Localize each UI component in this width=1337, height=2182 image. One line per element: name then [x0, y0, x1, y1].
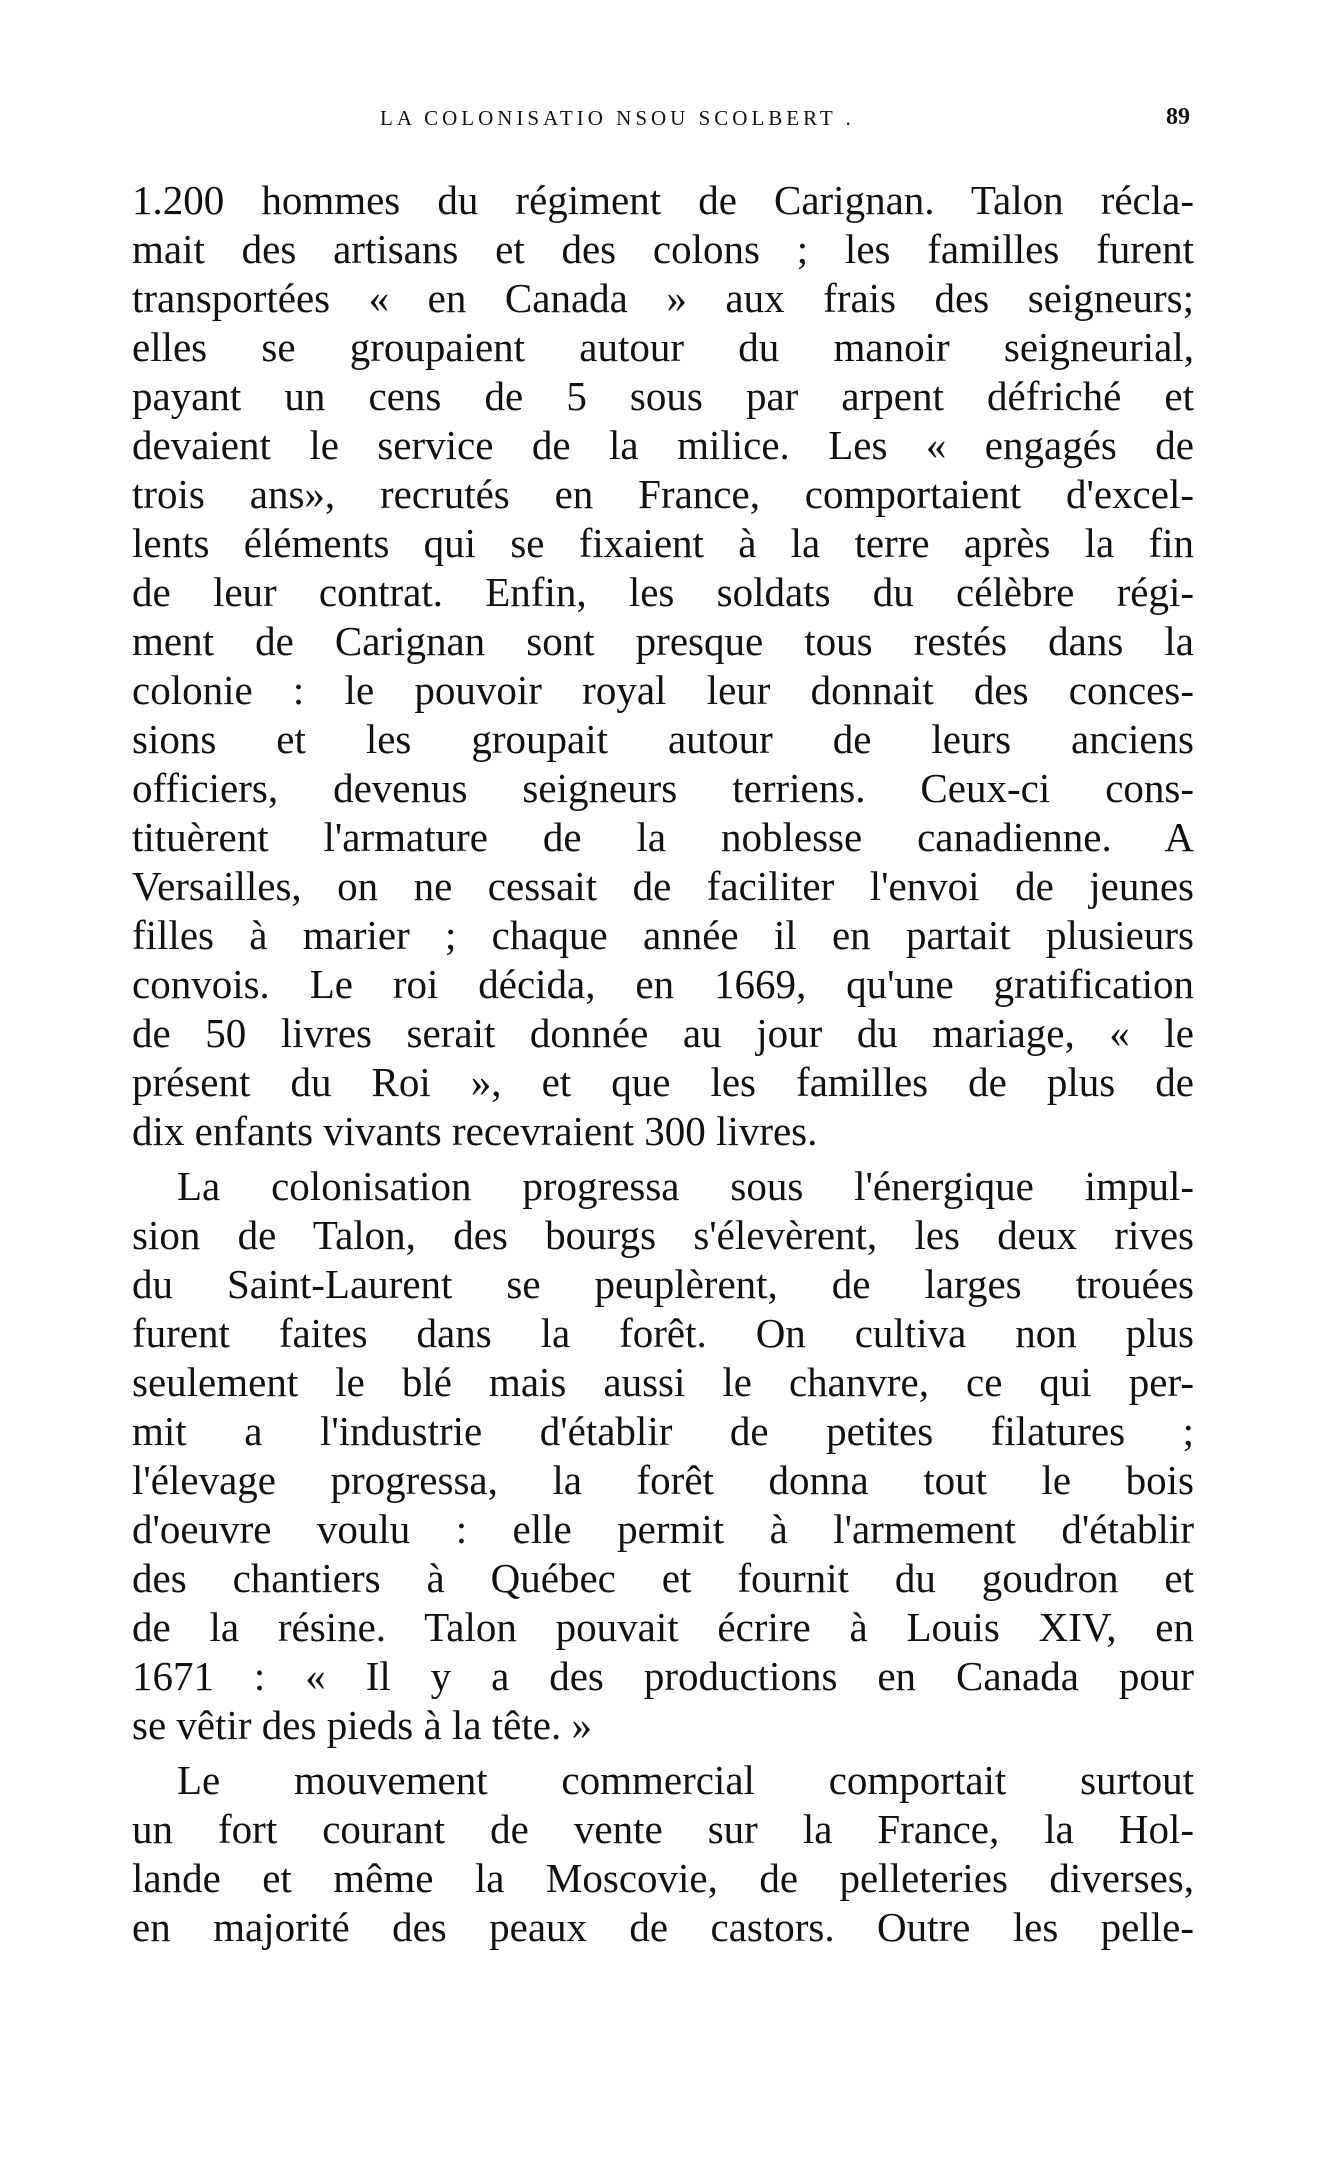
- text-line: furent faites dans la forêt. On cultiva non plus: [132, 1310, 1194, 1356]
- text-line: elles se groupaient autour du manoir seigneurial,: [132, 324, 1194, 370]
- text-line: des chantiers à Québec et fournit du goudron et: [132, 1555, 1194, 1601]
- text-line: Le mouvement commercial comportait surtout: [177, 1757, 1194, 1803]
- text-line: mit a l'industrie d'établir de petites filatures ;: [132, 1408, 1194, 1454]
- paragraph-1: [132, 176, 1194, 1156]
- text-line: lents éléments qui se fixaient à la terre après la fin: [132, 520, 1194, 566]
- text-line: un fort courant de vente sur la France, la Hol-: [132, 1806, 1194, 1852]
- page-number: 89: [1166, 104, 1190, 130]
- text-line: ment de Carignan sont presque tous restés dans la: [132, 618, 1194, 664]
- body-text: [132, 176, 1194, 1952]
- text-line: 1671 : « Il y a des productions en Canada pour: [132, 1653, 1194, 1699]
- text-line: d'oeuvre voulu : elle permit à l'armement d'établir: [132, 1506, 1194, 1552]
- text-line: tituèrent l'armature de la noblesse canadienne. A: [132, 814, 1194, 860]
- text-line: La colonisation progressa sous l'énergique impul-: [177, 1163, 1194, 1209]
- running-title: LA COLONISATIO NSOU SCOLBERT .: [380, 106, 855, 130]
- text-line: l'élevage progressa, la forêt donna tout le bois: [132, 1457, 1194, 1503]
- text-line: payant un cens de 5 sous par arpent défriché et: [132, 373, 1194, 419]
- text-line: Versailles, on ne cessait de faciliter l'envoi de jeunes: [132, 863, 1194, 909]
- text-line: seulement le blé mais aussi le chanvre, ce qui per-: [132, 1359, 1194, 1405]
- paragraph-3: [132, 1756, 1194, 1952]
- text-line: devaient le service de la milice. Les « engagés de: [132, 422, 1194, 468]
- text-line: sions et les groupait autour de leurs anciens: [132, 716, 1194, 762]
- text-line: se vêtir des pieds à la tête. »: [132, 1702, 592, 1748]
- text-line: du Saint-Laurent se peuplèrent, de larges trouées: [132, 1261, 1194, 1307]
- text-line: 1.200 hommes du régiment de Carignan. Talon récla-: [132, 177, 1194, 223]
- text-line: transportées « en Canada » aux frais des seigneurs;: [132, 275, 1194, 321]
- text-line: en majorité des peaux de castors. Outre les pelle-: [132, 1904, 1194, 1950]
- text-line: lande et même la Moscovie, de pelleteries diverses,: [132, 1855, 1194, 1901]
- text-line: colonie : le pouvoir royal leur donnait des conces-: [132, 667, 1194, 713]
- text-line: dix enfants vivants recevraient 300 livres.: [132, 1108, 818, 1154]
- text-line: trois ans», recrutés en France, comportaient d'excel-: [132, 471, 1194, 517]
- text-line: filles à marier ; chaque année il en partait plusieurs: [132, 912, 1194, 958]
- text-line: sion de Talon, des bourgs s'élevèrent, les deux rives: [132, 1212, 1194, 1258]
- text-line: présent du Roi », et que les familles de plus de: [132, 1059, 1194, 1105]
- text-line: de leur contrat. Enfin, les soldats du célèbre régi-: [132, 569, 1194, 615]
- text-line: convois. Le roi décida, en 1669, qu'une gratification: [132, 961, 1194, 1007]
- paragraph-2: [132, 1162, 1194, 1750]
- text-line: mait des artisans et des colons ; les familles furent: [132, 226, 1194, 272]
- text-line: de 50 livres serait donnée au jour du mariage, « le: [132, 1010, 1194, 1056]
- text-line: officiers, devenus seigneurs terriens. Ceux-ci cons-: [132, 765, 1194, 811]
- text-line: de la résine. Talon pouvait écrire à Louis XIV, en: [132, 1604, 1194, 1650]
